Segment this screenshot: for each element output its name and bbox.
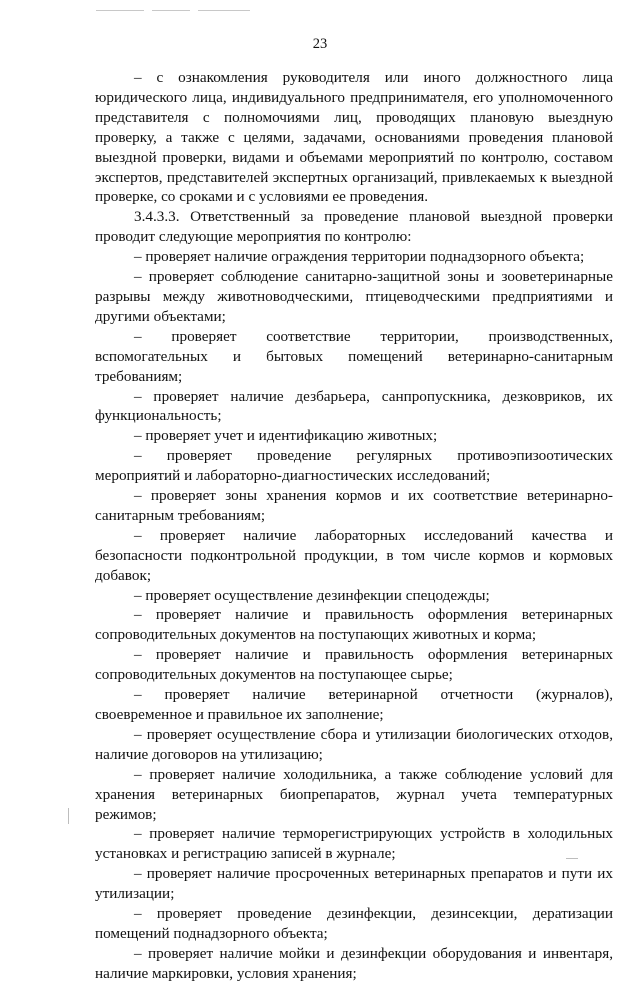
scan-rule	[152, 10, 190, 11]
list-item: – проверяет наличие холодильника, а также соблюдение условий для хранения ветеринарных биопрепаратов, журнал учета температурных режимов;	[95, 765, 613, 823]
document-body	[95, 68, 613, 984]
list-item: – проверяет осуществление сбора и утилизации биологических отходов, наличие договоров на утилизацию;	[95, 725, 613, 763]
list-item: – проверяет наличие ветеринарной отчетности (журналов), своевременное и правильное их заполнение;	[95, 686, 613, 723]
list-item: – проверяет наличие и правильность оформления ветеринарных сопроводительных документов на поступающих животных и корма;	[95, 606, 613, 644]
paragraph: – с ознакомления руководителя или иного должностного лица юридического лица, индивидуального предпринимателя, его уполномоченного представителя с полномочиями лиц, проводящих плановую выездную проверку, а также с целями, задачами, основаниями проведения плановой выездной проверки, видами и объемами мероприятий по контролю, составом экспертов, представителей экспертных организаций, привлекаемых к выездной проверке, со сроками и с условиями ее проведения.	[95, 69, 613, 206]
list-item: – проверяет зоны хранения кормов и их соответствие ветеринарно-санитарным требованиям;	[95, 487, 613, 524]
list-item: – проверяет осуществление дезинфекции спецодежды;	[134, 586, 490, 604]
list-item: – проверяет наличие терморегистрирующих устройств в холодильных установках и регистрацию записей в журнале;	[95, 825, 613, 863]
list-item: – проверяет учет и идентификацию животных;	[134, 427, 438, 445]
list-item: – проверяет наличие просроченных ветеринарных препаратов и пути их утилизации;	[95, 865, 613, 903]
scan-mark	[68, 808, 69, 824]
list-item: – проверяет проведение регулярных противоэпизоотических мероприятий и лабораторно-диагностических исследований;	[95, 447, 613, 485]
list-item: – проверяет наличие мойки и дезинфекции оборудования и инвентаря, наличие маркировки, условия хранения;	[95, 944, 613, 982]
list-item: – проверяет наличие ограждения территории поднадзорного объекта;	[134, 248, 585, 266]
scan-rule	[198, 10, 250, 11]
scan-rule	[96, 10, 144, 11]
list-item: – проверяет наличие и правильность оформления ветеринарных сопроводительных документов на поступающее сырье;	[95, 646, 613, 684]
list-item: – проверяет наличие лабораторных исследований качества и безопасности подконтрольной продукции, в том числе кормов и кормовых добавок;	[95, 526, 613, 584]
list-item: – проверяет наличие дезбарьера, санпропускника, дезковриков, их функциональность;	[95, 387, 613, 425]
scan-mark	[566, 858, 578, 859]
paragraph: 3.4.3.3. Ответственный за проведение плановой выездной проверки проводит следующие мероприятия по контролю:	[95, 208, 613, 246]
list-item: – проверяет проведение дезинфекции, дезинсекции, дератизации помещений поднадзорного объекта;	[95, 905, 613, 942]
list-item: – проверяет соблюдение санитарно-защитной зоны и зооветеринарные разрывы между животноводческими, птицеводческими предприятиями и другими объектами;	[95, 268, 613, 325]
list-item: – проверяет соответствие территории, производственных, вспомогательных и бытовых помещений ветеринарно-санитарным требованиям;	[95, 327, 613, 385]
page-number: 23	[312, 36, 328, 52]
